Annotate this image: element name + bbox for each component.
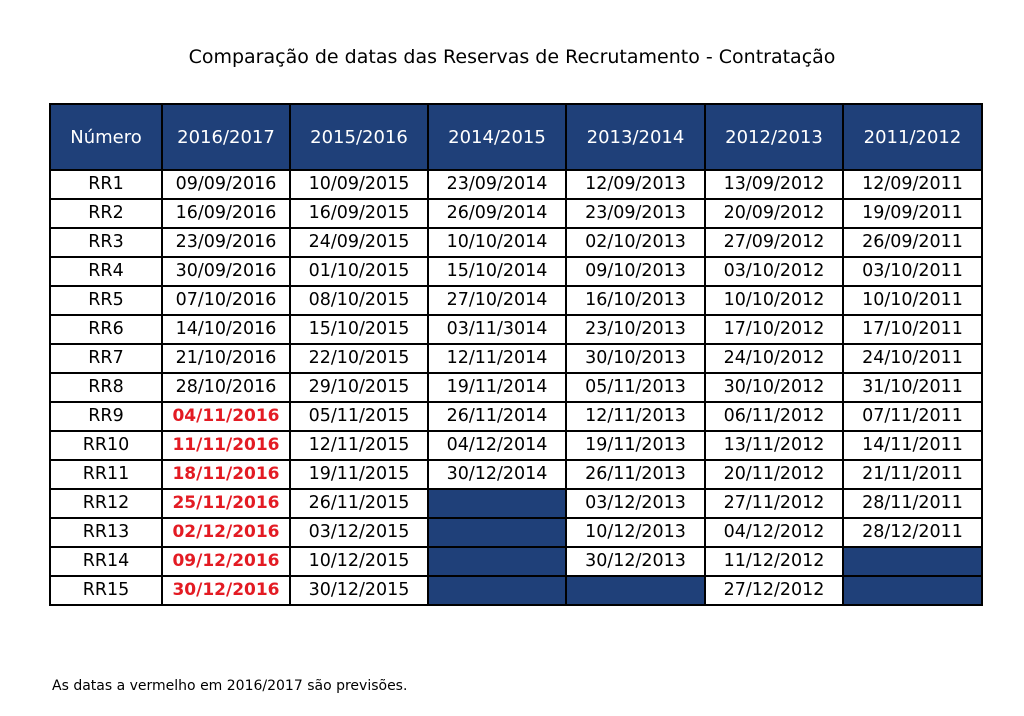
date-cell: 12/11/2014 [428,344,566,373]
date-cell: 08/10/2015 [290,286,428,315]
date-cell: 14/10/2016 [162,315,290,344]
column-header: Número [50,104,162,170]
empty-cell [843,547,982,576]
date-cell: 30/10/2012 [705,373,843,402]
date-cell: 03/11/3014 [428,315,566,344]
date-cell: 21/10/2016 [162,344,290,373]
date-cell: 16/10/2013 [566,286,705,315]
date-cell: 20/11/2012 [705,460,843,489]
empty-cell [428,518,566,547]
date-cell: 16/09/2015 [290,199,428,228]
date-cell: 17/10/2011 [843,315,982,344]
date-cell: 10/10/2012 [705,286,843,315]
table-row [50,373,982,402]
forecast-date-cell: 04/11/2016 [162,402,290,431]
table-body [50,170,982,605]
forecast-date-cell: 30/12/2016 [162,576,290,605]
forecast-date-cell: 25/11/2016 [162,489,290,518]
date-cell: 03/12/2013 [566,489,705,518]
dates-comparison-table [49,103,983,606]
forecast-date-cell: 09/12/2016 [162,547,290,576]
date-cell: 28/11/2011 [843,489,982,518]
date-cell: 19/09/2011 [843,199,982,228]
row-label: RR4 [50,257,162,286]
empty-cell [428,489,566,518]
date-cell: 10/12/2013 [566,518,705,547]
date-cell: 26/11/2015 [290,489,428,518]
date-cell: 10/09/2015 [290,170,428,199]
date-cell: 23/09/2014 [428,170,566,199]
date-cell: 02/10/2013 [566,228,705,257]
date-cell: 20/09/2012 [705,199,843,228]
forecast-date-cell: 18/11/2016 [162,460,290,489]
empty-cell [428,576,566,605]
date-cell: 15/10/2014 [428,257,566,286]
date-cell: 10/10/2014 [428,228,566,257]
page-title: Comparação de datas das Reservas de Recrutamento - Contratação [188,46,836,68]
date-cell: 10/12/2015 [290,547,428,576]
row-label: RR6 [50,315,162,344]
date-cell: 19/11/2015 [290,460,428,489]
date-cell: 30/12/2015 [290,576,428,605]
date-cell: 26/11/2014 [428,402,566,431]
date-cell: 17/10/2012 [705,315,843,344]
date-cell: 28/12/2011 [843,518,982,547]
date-cell: 23/10/2013 [566,315,705,344]
date-cell: 26/11/2013 [566,460,705,489]
date-cell: 24/09/2015 [290,228,428,257]
date-cell: 05/11/2015 [290,402,428,431]
table-row [50,518,982,547]
date-cell: 16/09/2016 [162,199,290,228]
date-cell: 27/10/2014 [428,286,566,315]
date-cell: 23/09/2016 [162,228,290,257]
table-row [50,547,982,576]
footnote: As datas a vermelho em 2016/2017 são previsões. [52,678,408,694]
column-header: 2015/2016 [290,104,428,170]
table-row [50,286,982,315]
row-label: RR11 [50,460,162,489]
empty-cell [566,576,705,605]
date-cell: 30/12/2014 [428,460,566,489]
forecast-date-cell: 11/11/2016 [162,431,290,460]
date-cell: 03/10/2011 [843,257,982,286]
row-label: RR12 [50,489,162,518]
row-label: RR1 [50,170,162,199]
date-cell: 06/11/2012 [705,402,843,431]
empty-cell [843,576,982,605]
table-row [50,576,982,605]
date-cell: 27/09/2012 [705,228,843,257]
date-cell: 21/11/2011 [843,460,982,489]
date-cell: 23/09/2013 [566,199,705,228]
date-cell: 11/12/2012 [705,547,843,576]
row-label: RR7 [50,344,162,373]
table-row [50,199,982,228]
date-cell: 05/11/2013 [566,373,705,402]
date-cell: 29/10/2015 [290,373,428,402]
row-label: RR8 [50,373,162,402]
date-cell: 30/12/2013 [566,547,705,576]
table-row [50,315,982,344]
date-cell: 09/09/2016 [162,170,290,199]
table-row [50,170,982,199]
date-cell: 03/10/2012 [705,257,843,286]
table-row [50,402,982,431]
row-label: RR2 [50,199,162,228]
row-label: RR9 [50,402,162,431]
date-cell: 07/11/2011 [843,402,982,431]
date-cell: 01/10/2015 [290,257,428,286]
date-cell: 15/10/2015 [290,315,428,344]
date-cell: 22/10/2015 [290,344,428,373]
date-cell: 04/12/2012 [705,518,843,547]
date-cell: 19/11/2014 [428,373,566,402]
date-cell: 04/12/2014 [428,431,566,460]
date-cell: 30/09/2016 [162,257,290,286]
date-cell: 13/09/2012 [705,170,843,199]
row-label: RR3 [50,228,162,257]
date-cell: 13/11/2012 [705,431,843,460]
table-row [50,228,982,257]
row-label: RR5 [50,286,162,315]
date-cell: 10/10/2011 [843,286,982,315]
date-cell: 07/10/2016 [162,286,290,315]
date-cell: 12/11/2013 [566,402,705,431]
date-cell: 31/10/2011 [843,373,982,402]
row-label: RR15 [50,576,162,605]
column-header: 2013/2014 [566,104,705,170]
date-cell: 19/11/2013 [566,431,705,460]
empty-cell [428,547,566,576]
table-row [50,344,982,373]
column-header: 2011/2012 [843,104,982,170]
column-header: 2014/2015 [428,104,566,170]
date-cell: 27/11/2012 [705,489,843,518]
date-cell: 28/10/2016 [162,373,290,402]
date-cell: 30/10/2013 [566,344,705,373]
date-cell: 24/10/2012 [705,344,843,373]
table-row [50,460,982,489]
date-cell: 27/12/2012 [705,576,843,605]
date-cell: 24/10/2011 [843,344,982,373]
date-cell: 12/09/2013 [566,170,705,199]
row-label: RR10 [50,431,162,460]
row-label: RR13 [50,518,162,547]
row-label: RR14 [50,547,162,576]
column-header: 2012/2013 [705,104,843,170]
column-header: 2016/2017 [162,104,290,170]
date-cell: 26/09/2014 [428,199,566,228]
table-row [50,257,982,286]
table-row [50,431,982,460]
date-cell: 12/09/2011 [843,170,982,199]
date-cell: 12/11/2015 [290,431,428,460]
table-header-row [50,104,982,170]
date-cell: 03/12/2015 [290,518,428,547]
date-cell: 09/10/2013 [566,257,705,286]
date-cell: 26/09/2011 [843,228,982,257]
table-row [50,489,982,518]
date-cell: 14/11/2011 [843,431,982,460]
forecast-date-cell: 02/12/2016 [162,518,290,547]
